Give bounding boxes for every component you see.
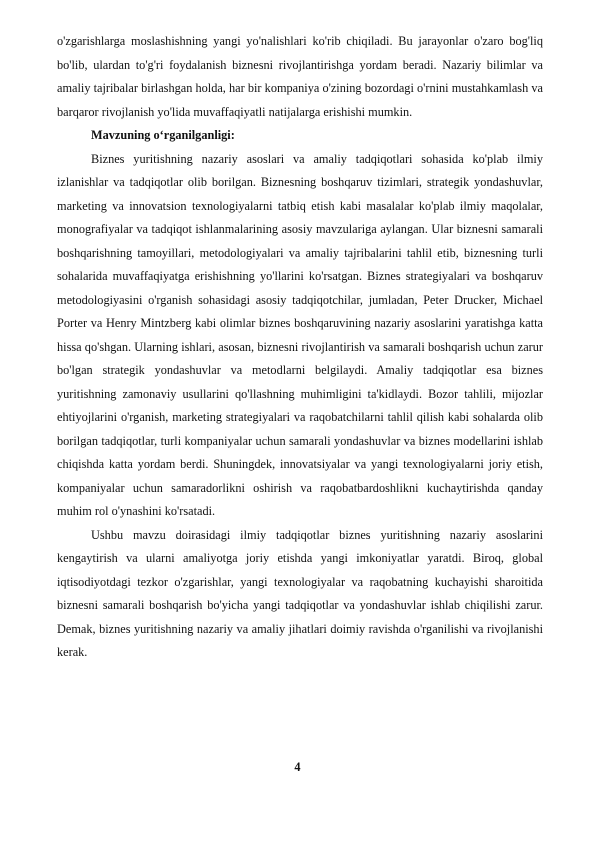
page-number: 4 (294, 760, 301, 774)
section-heading: Mavzuning o‘rganilganligi: (91, 128, 235, 142)
paragraph-continuation: o'zgarishlarga moslashishning yangi yo'nalishlari ko'rib chiqiladi. Bu jarayonlar o'zaro bog'liq bo'lib, ulardan to'g'ri foydalanish biznesni rivojlantirishga yordam beradi. Nazariy bilimlar va amaliy tajribalar birlashgan holda, har bir kompaniya o'zining bozordagi o'rnini mustahkamlash va barqaror rivojlanish yo'lida muvaffaqiyatli natijalarga erishishi mumkin. (57, 34, 543, 119)
paragraph-literature-review: Biznes yuritishning nazariy asoslari va amaliy tadqiqotlari sohasida ko'plab ilmiy izlanishlar va tadqiqotlar olib borilgan. Biznesning boshqaruv tizimlari, strategik yondashuvlar, marketing va innovatsion texnologiyalarni tatbiq etish kabi masalalar ko'plab ilmiy maqolalar, monografiyalar va tadqiqot ishlanmalarining asosiy mavzulariga aylangan. Ular biznesni samarali boshqarishning tamoyillari, metodologiyalari va amaliy tajribalarini tahlil etib, biznesning turli sohalarida muvaffaqiyatga erishishning yo'llarini ko'rsatgan. Biznes strategiyalari va boshqaruv metodologiyasini o'rganish sohasidagi asosiy tadqiqotchilar, jumladan, Peter Drucker, Michael Porter va Henry Mintzberg kabi olimlar biznes boshqaruvining nazariy asoslarini yaratishga katta hissa qo'shgan. Ularning ishlari, asosan, biznesni rivojlantirish va samarali boshqarish uchun zarur bo'lgan strategik yondashuvlar va metodlarni belgilaydi. Amaliy tadqiqotlar esa biznes yuritishning zamonaviy usullarini qo'llashning muhimligini ta'kidlaydi. Bozor tahlili, mijozlar ehtiyojlarini o'rganish, marketing strategiyalari va raqobatchilarni tahlil qilish kabi sohalarda olib borilgan tadqiqotlar, turli kompaniyalar uchun samarali yondashuvlar va biznes modellarini ishlab chiqishda katta yordam berdi. Shuningdek, innovatsiyalar va yangi texnologiyalarni joriy etish, kompaniyalar uchun samaradorlikni oshirish va raqobatbardoshlikni kuchaytirishda qanday muhim rol o'ynashini ko'rsatadi. (57, 151, 543, 518)
paragraph-conclusion: Ushbu mavzu doirasidagi ilmiy tadqiqotlar biznes yuritishning nazariy asoslarini kengaytirish va ularni amaliyotga joriy etishda yangi imkoniyatlar yaratdi. Biroq, global iqtisodiyotdagi tezkor o'zgarishlar, yangi texnologiyalar va raqobatning kuchayishi sharoitida biznesni samarali boshqarish bo'yicha yangi tadqiqotlar va yondashuvlar ishlab chiqilishi zarur. Demak, biznes yuritishning nazariy va amaliy jihatlari doimiy ravishda o'rganilishi va rivojlanishi kerak. (57, 527, 543, 659)
document-page (57, 30, 543, 665)
